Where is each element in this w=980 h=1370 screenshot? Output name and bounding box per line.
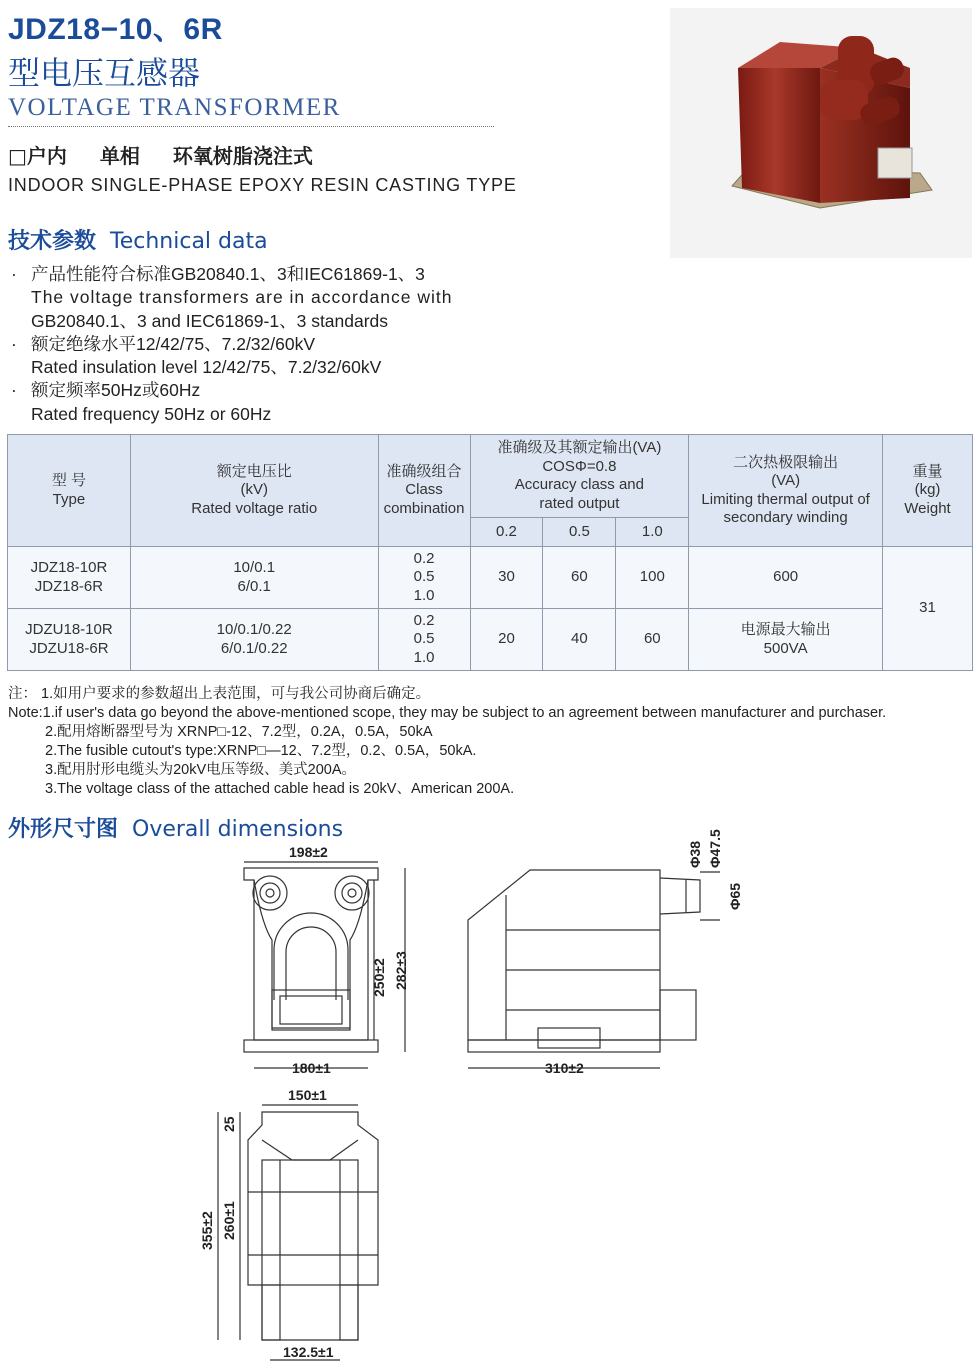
- list-item: The voltage transformers are in accordance with: [31, 287, 453, 308]
- col-header-weight: 重量 (kg) Weight: [883, 435, 973, 547]
- col-header-ratio: 额定电压比 (kV) Rated voltage ratio: [130, 435, 378, 547]
- bullet-dot: ·: [11, 380, 17, 401]
- dimension-drawing: [190, 820, 750, 1365]
- bullet-dot: ·: [11, 333, 17, 354]
- list-item: Rated insulation level 12/42/75、7.2/32/60kV: [31, 357, 382, 378]
- dim-label: Φ38: [687, 840, 703, 868]
- dims-heading-en: Overall dimensions: [132, 817, 344, 842]
- dim-label: 355±2: [199, 1211, 215, 1250]
- col-header-accuracy: 准确级及其额定输出(VA) COSΦ=0.8 Accuracy class and rated output: [470, 435, 689, 518]
- dim-label: 310±2: [545, 1060, 584, 1076]
- list-item: Rated frequency 50Hz or 60Hz: [31, 403, 272, 424]
- note-line: 3.配用肘形电缆头为20kV电压等级、美式200A。: [45, 762, 357, 778]
- dim-label: 260±1: [221, 1201, 237, 1240]
- note-line: 注： 1.如用户要求的参数超出上表范围，可与我公司协商后确定。: [8, 686, 431, 702]
- cell-acc-05: 40: [543, 609, 616, 671]
- cell-type: JDZU18-10R JDZU18-6R: [8, 609, 131, 671]
- cell-class: 0.2 0.5 1.0: [378, 609, 470, 671]
- product-name-cn: 型电压互感器: [8, 54, 201, 92]
- list-item: · 额定频率50Hz或60Hz: [8, 379, 452, 402]
- cell-acc-10: 100: [616, 547, 689, 609]
- cell-class: 0.2 0.5 1.0: [378, 547, 470, 609]
- product-name-en: VOLTAGE TRANSFORMER: [8, 94, 341, 121]
- tech-heading-en: Technical data: [110, 229, 268, 254]
- table-row: [8, 609, 973, 671]
- note-line: 3.The voltage class of the attached cable head is 20kV、American 200A.: [45, 781, 515, 797]
- cell-thermal: 电源最大输出 500VA: [689, 609, 883, 671]
- tech-heading-cn: 技术参数: [8, 229, 97, 254]
- dim-label: 250±2: [371, 958, 387, 997]
- spec-table: [7, 434, 973, 671]
- dim-label: 25: [221, 1116, 237, 1132]
- top-view: [218, 1105, 378, 1360]
- note-line: Note:1.if user's data go beyond the above-mentioned scope, they may be subject to an agreement between manufacturer and purchaser.: [8, 705, 887, 721]
- dim-label: 150±1: [288, 1087, 327, 1103]
- cell-ratio: 10/0.1 6/0.1: [130, 547, 378, 609]
- side-view: [468, 870, 720, 1068]
- dim-label: 198±2: [289, 844, 328, 860]
- cell-ratio: 10/0.1/0.22 6/0.1/0.22: [130, 609, 378, 671]
- col-header-type: 型 号 Type: [8, 435, 131, 547]
- bullet-dot: ·: [11, 264, 17, 284]
- dim-label: Φ47.5: [707, 829, 723, 868]
- cell-weight: 31: [883, 547, 973, 671]
- cell-thermal: 600: [689, 547, 883, 609]
- product-type-cn: □户内 单相 环氧树脂浇注式: [8, 144, 313, 168]
- dim-label: Φ65: [727, 882, 743, 910]
- col-header-acc-02: 0.2: [470, 518, 543, 547]
- col-header-acc-10: 1.0: [616, 518, 689, 547]
- col-header-thermal: 二次热极限输出 (VA) Limiting thermal output of secondary winding: [689, 435, 883, 547]
- col-header-class: 准确级组合 Class combination: [378, 435, 470, 547]
- dim-label: 282±3: [393, 951, 409, 990]
- cell-acc-02: 30: [470, 547, 543, 609]
- product-model: JDZ18−10、6R: [8, 13, 223, 46]
- tech-data-heading: [8, 224, 268, 255]
- col-header-acc-05: 0.5: [543, 518, 616, 547]
- note-line: 2.The fusible cutout's type:XRNP□—12、7.2型，0.2、0.5A，50kA.: [45, 743, 477, 759]
- product-photo: [670, 8, 972, 258]
- table-row: [8, 547, 973, 609]
- product-type-en: INDOOR SINGLE-PHASE EPOXY RESIN CASTING TYPE: [8, 175, 517, 195]
- list-item: GB20840.1、3 and IEC61869-1、3 standards: [31, 310, 389, 331]
- dims-heading-cn: 外形尺寸图: [8, 817, 119, 842]
- cell-acc-10: 60: [616, 609, 689, 671]
- cell-acc-05: 60: [543, 547, 616, 609]
- list-item: · 产品性能符合标准GB20840.1、3和IEC61869-1、3: [8, 263, 452, 286]
- notes: [8, 685, 886, 799]
- note-line: 2.配用熔断器型号为 XRNP□-12、7.2型，0.2A，0.5A，50kA: [45, 724, 433, 740]
- cell-type: JDZ18-10R JDZ18-6R: [8, 547, 131, 609]
- cell-acc-02: 20: [470, 609, 543, 671]
- dim-label: 180±1: [292, 1060, 331, 1076]
- dim-label: 132.5±1: [283, 1344, 334, 1360]
- list-item: · 额定绝缘水平12/42/75、7.2/32/60kV: [8, 333, 452, 356]
- tech-bullet-list: [8, 263, 452, 426]
- dotted-divider: [8, 126, 494, 127]
